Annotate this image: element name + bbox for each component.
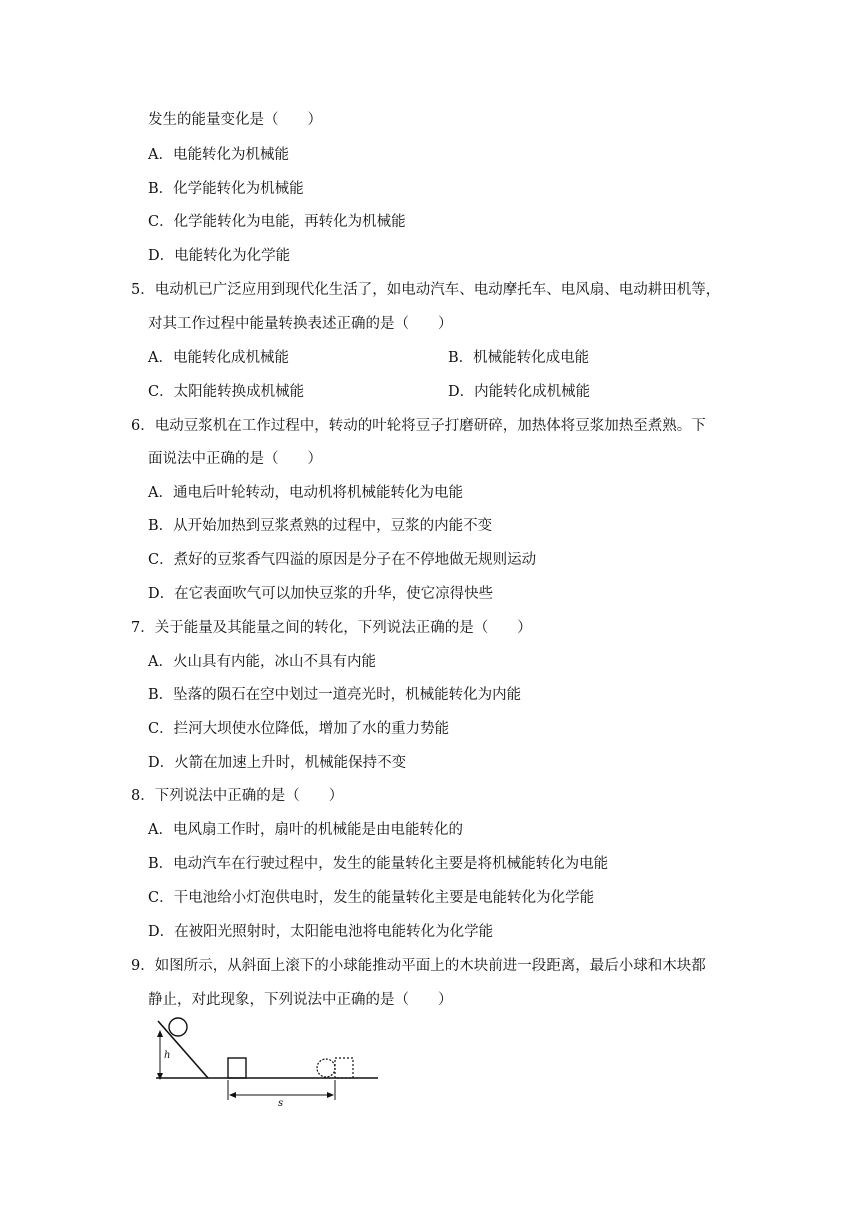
- q6-stem-continuation: 面说法中正确的是（ ）: [148, 451, 322, 467]
- q9-stem: 9．如图所示，从斜面上滚下的小球能推动平面上的木块前进一段距离，最后小球和木块都: [131, 958, 706, 974]
- q8-option-b: B．电动汽车在行驶过程中，发生的能量转化主要是将机械能转化为电能: [148, 856, 609, 872]
- q4-stem-continuation: 发生的能量变化是（ ）: [148, 112, 322, 128]
- q5-option-a: A．电能转化成机械能: [148, 350, 289, 366]
- distance-arrow-right: [327, 1092, 334, 1098]
- q6-option-d: D．在它表面吹气可以加快豆浆的升华，使它凉得快些: [148, 586, 494, 602]
- q5-option-b: B．机械能转化成电能: [448, 350, 590, 366]
- q8-option-c: C．干电池给小灯泡供电时，发生的能量转化主要是电能转化为化学能: [148, 890, 595, 906]
- q6-option-c: C．煮好的豆浆香气四溢的原因是分子在不停地做无规则运动: [148, 552, 537, 568]
- q5-option-c: C．太阳能转换成机械能: [148, 384, 305, 400]
- q8-option-a: A．电风扇工作时，扇叶的机械能是由电能转化的: [148, 822, 463, 838]
- q8-stem: 8．下列说法中正确的是（ ）: [131, 788, 344, 804]
- block-final-position: [335, 1058, 353, 1078]
- q7-option-c: C．拦河大坝使水位降低，增加了水的重力势能: [148, 721, 450, 737]
- q9-stem-continuation: 静止，对此现象，下列说法中正确的是（ ）: [148, 992, 453, 1008]
- distance-label: s: [278, 1098, 284, 1108]
- ramp-ball-block-figure: [148, 1016, 384, 1108]
- q5-option-d: D．内能转化成机械能: [448, 384, 591, 400]
- q7-option-a: A．火山具有内能，冰山不具有内能: [148, 654, 376, 670]
- q7-stem: 7．关于能量及其能量之间的转化，下列说法正确的是（ ）: [131, 620, 532, 636]
- height-label: h: [164, 1050, 171, 1061]
- q4-option-b: B．化学能转化为机械能: [148, 181, 304, 197]
- q6-option-a: A．通电后叶轮转动，电动机将机械能转化为电能: [148, 485, 463, 501]
- height-arrow-top: [157, 1030, 163, 1037]
- q4-option-a: A．电能转化为机械能: [148, 147, 289, 163]
- q8-option-d: D．在被阳光照射时，太阳能电池将电能转化为化学能: [148, 924, 494, 940]
- q7-option-b: B．坠落的陨石在空中划过一道亮光时，机械能转化为内能: [148, 687, 522, 703]
- height-arrow-bottom: [157, 1073, 163, 1080]
- q7-option-d: D．火箭在加速上升时，机械能保持不变: [148, 755, 407, 771]
- ball-on-ramp: [169, 1018, 187, 1036]
- ball-final-position: [317, 1059, 335, 1077]
- wooden-block: [228, 1058, 246, 1078]
- q6-stem: 6．电动豆浆机在工作过程中，转动的叶轮将豆子打磨研碎，加热体将豆浆加热至煮熟。下: [131, 418, 706, 434]
- q5-stem-continuation: 对其工作过程中能量转换表述正确的是（ ）: [148, 316, 453, 332]
- q5-stem: 5．电动机已广泛应用到现代化生活了，如电动汽车、电动摩托车、电风扇、电动耕田机等，: [131, 282, 721, 298]
- q6-option-b: B．从开始加热到豆浆煮熟的过程中，豆浆的内能不变: [148, 518, 493, 534]
- distance-arrow-left: [229, 1092, 236, 1098]
- q4-option-c: C．化学能转化为电能，再转化为机械能: [148, 214, 406, 230]
- q4-option-d: D．电能转化为化学能: [148, 248, 291, 264]
